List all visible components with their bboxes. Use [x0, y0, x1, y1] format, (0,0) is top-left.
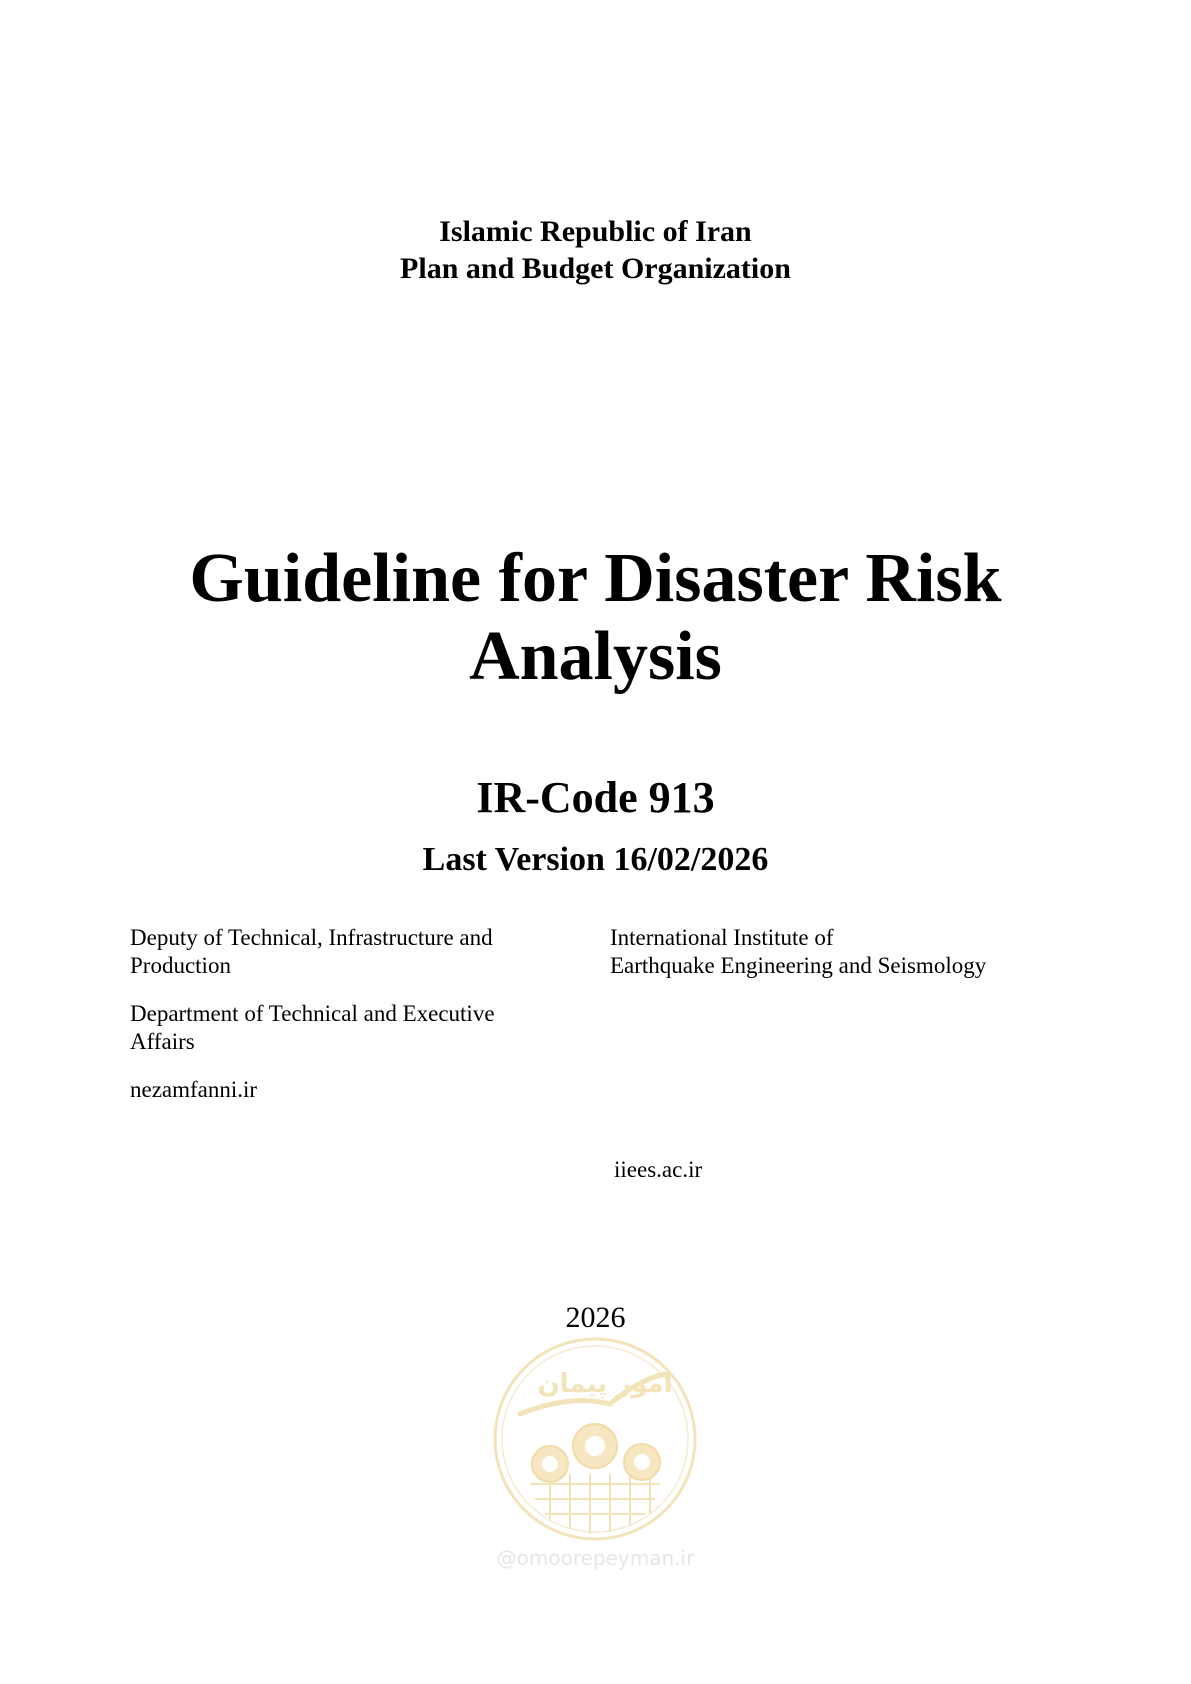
department-name: Department of Technical and Executive Affairs	[130, 1001, 495, 1054]
institute-name-line-1: International Institute of	[610, 925, 834, 950]
right-website: iiees.ac.ir	[614, 1157, 703, 1182]
left-column	[130, 924, 550, 1124]
document-version: Last Version 16/02/2026	[422, 841, 769, 878]
institute-name-line-2: Earthquake Engineering and Seismology	[610, 953, 987, 978]
publication-year: 2026	[565, 1301, 626, 1334]
right-column	[610, 924, 1090, 980]
country-name: Islamic Republic of Iran	[439, 215, 752, 248]
left-website: nezamfanni.ir	[130, 1077, 258, 1102]
document-title	[0, 540, 1191, 696]
document-code: IR-Code 913	[476, 773, 715, 822]
watermark-logo	[490, 1334, 700, 1544]
title-line-1: Guideline for Disaster Risk	[189, 540, 1002, 617]
deputy-name: Deputy of Technical, Infrastructure and Production	[130, 925, 493, 978]
watermark-site: @omoorepeyman.ir	[496, 1546, 695, 1570]
watermark-script: امور پیمان	[537, 1369, 673, 1399]
organization-name: Plan and Budget Organization	[400, 252, 791, 285]
issuing-authority	[0, 213, 1191, 287]
title-line-2: Analysis	[469, 618, 722, 695]
